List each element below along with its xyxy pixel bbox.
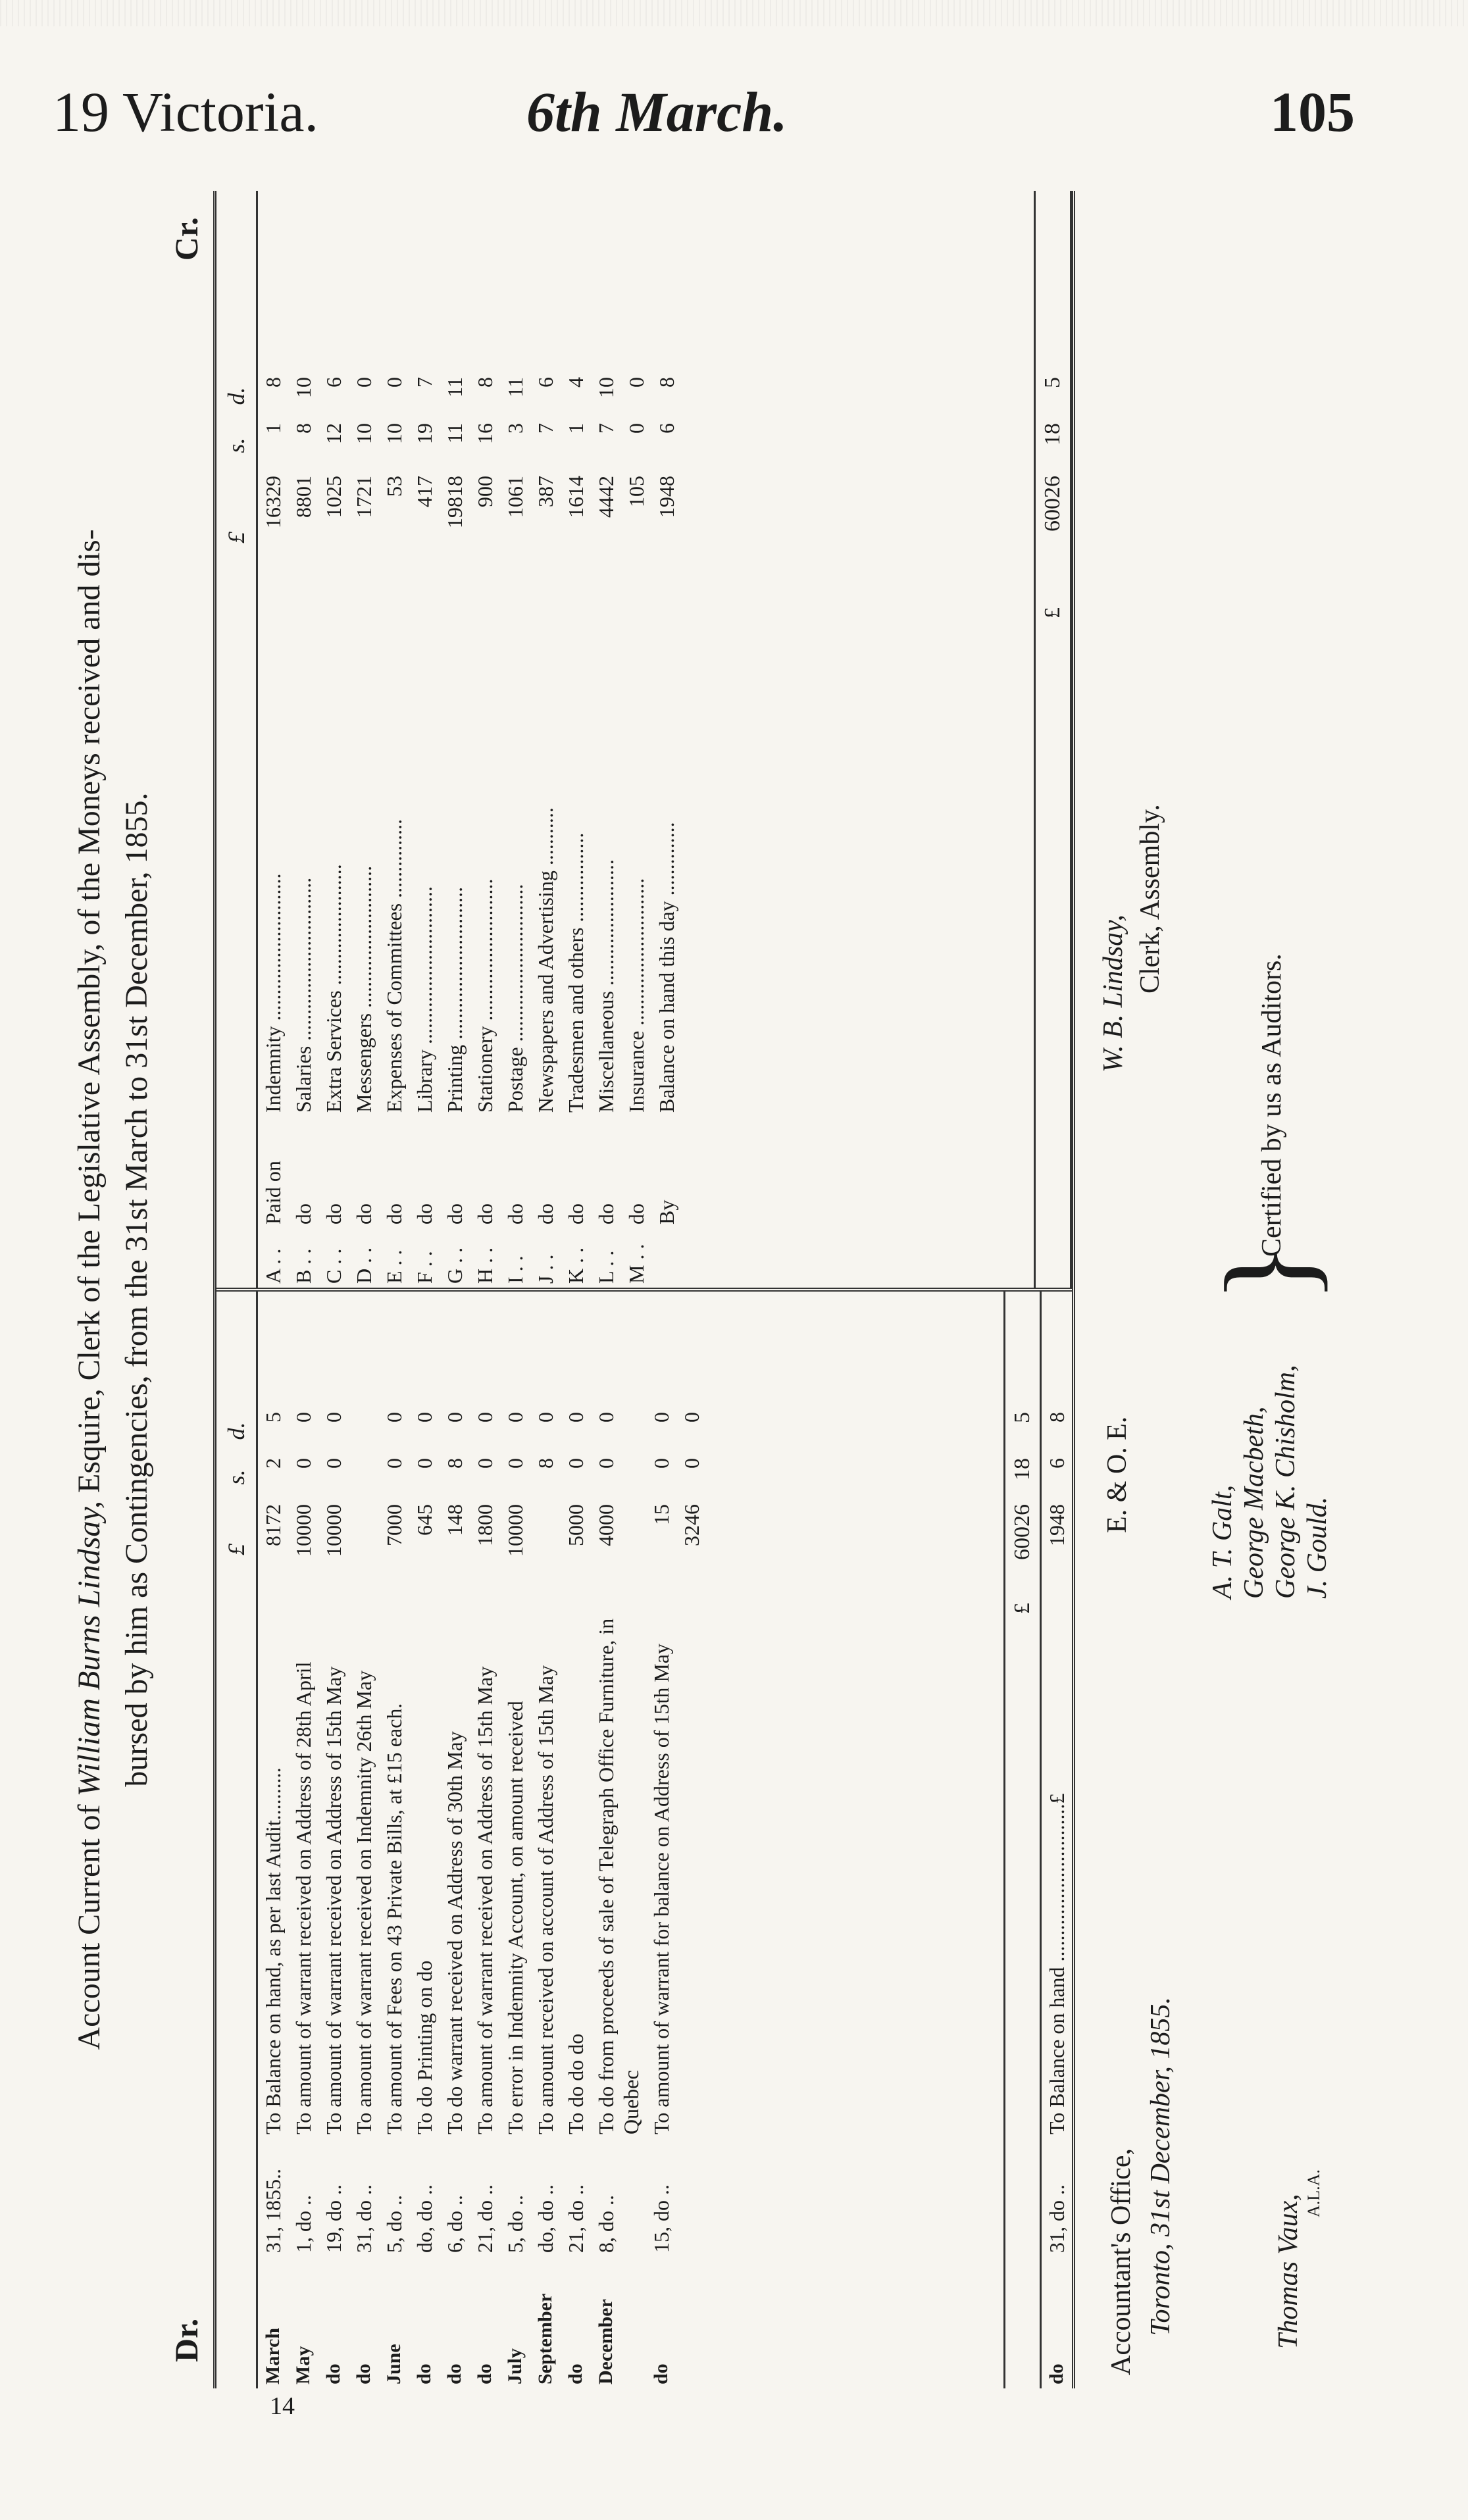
debit-date: 8, do .. <box>594 2195 618 2253</box>
errors-omissions-note: E. & O. E. <box>1102 1416 1132 1533</box>
debit-date: 19, do .. <box>322 2184 345 2253</box>
credit-row <box>561 191 591 1288</box>
accountant-office: Accountant's Office, Toronto, 31st December, 1855. <box>1106 1997 1176 2375</box>
credit-shillings: 10 <box>352 423 376 444</box>
auditor-names: A. T. Galt, George Macbeth, George K. Chisholm, J. Gould. <box>1207 1365 1332 1599</box>
debit-pence: 0 <box>322 1412 345 1423</box>
debit-shillings: 0 <box>382 1458 406 1469</box>
credit-prefix: do <box>534 1203 557 1224</box>
credit-voucher-letter: B . . <box>291 1248 315 1284</box>
debit-description: To do Printing on do <box>413 1960 436 2134</box>
credit-prefix: By <box>655 1199 678 1224</box>
debit-description: To do warrant received on Address of 30th May <box>443 1731 467 2134</box>
debit-pence: 0 <box>413 1412 436 1423</box>
credit-item: Insurance ............................ <box>624 878 648 1113</box>
debit-shillings: 0 <box>413 1458 436 1469</box>
credit-prefix: do <box>352 1203 376 1224</box>
debit-month: May <box>292 2346 314 2384</box>
credit-header: £ s. d. <box>216 191 258 1288</box>
debit-description: To Balance on hand, as per last Audit.......... <box>261 1767 285 2134</box>
dr-cr-labels <box>167 191 213 2388</box>
debit-pence: 0 <box>503 1412 527 1423</box>
debit-pounds: 3246 <box>680 1504 703 1546</box>
debit-month: do <box>413 2363 435 2384</box>
account-current-sheet <box>66 191 1369 2388</box>
debit-header: £ s. d. <box>216 1292 258 2388</box>
debit-total: £ 60026 18 5 <box>1003 1292 1042 2388</box>
credit-prefix: do <box>503 1203 527 1224</box>
debit-shillings: 0 <box>649 1458 673 1469</box>
footer <box>1075 191 1444 2388</box>
credit-item: Miscellaneous ........................ <box>594 859 618 1113</box>
credit-item: Stationery ........................... <box>473 878 497 1113</box>
debit-date: 5, do .. <box>503 2195 527 2253</box>
credit-voucher-letter: M . . <box>624 1244 648 1284</box>
credit-pence: 0 <box>352 377 376 388</box>
dr-label: Dr. <box>168 2318 205 2362</box>
debit-date: 6, do .. <box>443 2195 467 2253</box>
debit-date: 1, do .. <box>291 2195 315 2253</box>
debit-month: September <box>534 2293 556 2384</box>
ledger-table <box>213 191 1075 2388</box>
credit-rows <box>258 191 1034 1288</box>
credit-prefix: do <box>594 1203 618 1224</box>
credit-row <box>409 191 440 1288</box>
credit-voucher-letter: H . . <box>473 1247 497 1284</box>
debit-pounds: 148 <box>443 1504 467 1536</box>
credit-row <box>651 191 682 1288</box>
credit-pence: 10 <box>291 377 315 398</box>
debit-row <box>530 1292 561 2388</box>
accountant-signature: Thomas Vaux, A.L.A. <box>1273 2169 1323 2349</box>
credit-pounds: 417 <box>413 476 436 507</box>
credit-pence: 8 <box>655 377 678 388</box>
credit-voucher-letter: C . . <box>322 1248 345 1284</box>
debit-pounds: 10000 <box>503 1504 527 1557</box>
debit-row <box>591 1292 646 2388</box>
debit-description: To amount received on account of Address of 15th May <box>534 1665 557 2134</box>
debit-pence: 0 <box>594 1412 618 1423</box>
debit-pence: 0 <box>473 1412 497 1423</box>
debit-side <box>216 1288 1072 2388</box>
debit-description: To amount of Fees on 43 Private Bills, at £15 each. <box>382 1703 406 2134</box>
credit-pence: 8 <box>473 377 497 388</box>
credit-pounds: 1614 <box>564 476 588 518</box>
credit-pounds: 1061 <box>503 476 527 518</box>
credit-prefix: do <box>473 1203 497 1224</box>
debit-row <box>379 1292 409 2388</box>
credit-prefix: Paid on <box>261 1161 285 1224</box>
credit-pounds: 16329 <box>261 476 285 528</box>
debit-pence: 0 <box>564 1412 588 1423</box>
debit-shillings: 0 <box>291 1458 315 1469</box>
debit-month: June <box>383 2344 405 2384</box>
debit-shillings: 8 <box>534 1458 557 1469</box>
debit-row <box>500 1292 530 2388</box>
debit-pounds: 7000 <box>382 1504 406 1546</box>
credit-item: Balance on hand this day .............. <box>655 822 678 1113</box>
credit-pence: 10 <box>594 377 618 398</box>
credit-total: £ 60026 18 5 <box>1034 191 1072 1288</box>
debit-shillings: 0 <box>503 1458 527 1469</box>
credit-voucher-letter: D . . <box>352 1247 376 1284</box>
certification: Certified by us as Auditors. <box>1257 953 1287 1257</box>
debit-row <box>409 1292 440 2388</box>
debit-pounds: 1800 <box>473 1504 497 1546</box>
debit-rows <box>258 1292 1003 2388</box>
credit-shillings: 16 <box>473 423 497 444</box>
debit-date: 5, do .. <box>382 2195 406 2253</box>
credit-pounds: 1721 <box>352 476 376 518</box>
credit-shillings: 0 <box>624 423 648 434</box>
debit-month: do <box>322 2363 344 2384</box>
clerk-signature: W. B. Lindsay, Clerk, Assembly. <box>1098 804 1165 1072</box>
credit-pence: 6 <box>534 377 557 388</box>
brace-glyph: } <box>1200 1242 1338 1303</box>
running-head-date: 6th March. <box>526 80 788 143</box>
debit-month: do <box>353 2363 374 2384</box>
account-title: Account Current of William Burns Lindsay, Esquire, Clerk of the Legislative Assembly, of the Moneys received and dis- bursed by him as Contingencies, from the 31st March to 31st December, 1855. <box>72 529 154 2050</box>
debit-shillings: 2 <box>261 1458 285 1469</box>
running-head-left: 19 Victoria. <box>53 80 319 143</box>
credit-item: Newspapers and Advertising ........... <box>534 807 557 1113</box>
credit-item: Tradesmen and others ................. <box>564 832 588 1113</box>
debit-month: July <box>504 2348 526 2384</box>
debit-description: To do from proceeds of sale of Telegraph Office Furniture, in Quebec <box>594 1618 643 2134</box>
credit-item: Printing ............................. <box>443 886 467 1113</box>
debit-description: To do do do <box>564 2033 588 2134</box>
credit-prefix: do <box>291 1203 315 1224</box>
credit-pence: 6 <box>322 377 345 388</box>
credit-prefix: do <box>413 1203 436 1224</box>
credit-shillings: 11 <box>443 423 467 443</box>
credit-row <box>288 191 318 1288</box>
debit-pounds: 15 <box>649 1504 673 1525</box>
credit-item: Extra Services ....................... <box>322 864 345 1113</box>
credit-shillings: 1 <box>564 423 588 434</box>
debit-pence: 0 <box>382 1412 406 1423</box>
debit-date: 21, do .. <box>564 2184 588 2253</box>
credit-row <box>258 191 288 1288</box>
credit-voucher-letter: E . . <box>382 1249 406 1284</box>
debit-date: 15, do .. <box>649 2184 673 2253</box>
credit-prefix: do <box>382 1203 406 1224</box>
debit-balance-row: do 31, do .. To Balance on hand ..............................£ 1948 6 8 <box>1045 1412 1069 2384</box>
debit-description: To amount of warrant received on Indemnity 26th May <box>352 1670 376 2134</box>
credit-shillings: 10 <box>382 423 406 444</box>
debit-row <box>561 1292 591 2388</box>
debit-shillings: 8 <box>443 1458 467 1469</box>
credit-item: Postage .............................. <box>503 884 527 1113</box>
credit-item: Salaries ............................... <box>291 877 315 1113</box>
debit-month: do <box>474 2363 495 2384</box>
debit-pence: 5 <box>261 1412 285 1423</box>
debit-pounds: 10000 <box>291 1504 315 1557</box>
credit-pence: 11 <box>443 377 467 397</box>
debit-pence: 0 <box>680 1412 703 1423</box>
debit-row <box>288 1292 318 2388</box>
debit-month: do <box>443 2363 465 2384</box>
credit-pence: 8 <box>261 377 285 388</box>
page-number: 105 <box>1270 80 1355 143</box>
debit-description: To amount of warrant received on Address of 28th April <box>291 1661 315 2134</box>
credit-row <box>621 191 651 1288</box>
credit-item: Indemnity ............................ <box>261 873 285 1113</box>
debit-row <box>676 1292 707 2388</box>
debit-shillings: 0 <box>473 1458 497 1469</box>
credit-voucher-letter: I . . <box>503 1255 527 1284</box>
credit-pounds: 1948 <box>655 476 678 518</box>
credit-pence: 7 <box>413 377 436 388</box>
debit-row <box>318 1292 349 2388</box>
debit-pence: 0 <box>291 1412 315 1423</box>
debit-month: do <box>650 2363 672 2384</box>
credit-pounds: 8801 <box>291 476 315 518</box>
credit-pence: 4 <box>564 377 588 388</box>
debit-pounds: 8172 <box>261 1504 285 1546</box>
credit-voucher-letter: A . . <box>261 1248 285 1284</box>
credit-item: Expenses of Committees ............... <box>382 819 406 1113</box>
debit-row <box>349 1292 379 2388</box>
debit-pence: 0 <box>649 1412 673 1423</box>
credit-voucher-letter: L . . <box>594 1250 618 1284</box>
credit-pounds: 105 <box>624 476 648 507</box>
credit-prefix: do <box>443 1203 467 1224</box>
debit-date: 31, 1855.. <box>261 2169 285 2253</box>
debit-shillings: 0 <box>594 1458 618 1469</box>
debit-date: do, do .. <box>534 2184 557 2253</box>
credit-voucher-letter: K . . <box>564 1247 588 1284</box>
credit-row <box>379 191 409 1288</box>
credit-pounds: 4442 <box>594 476 618 518</box>
credit-side <box>216 191 1072 1288</box>
credit-shillings: 19 <box>413 423 436 444</box>
debit-shillings: 0 <box>680 1458 703 1469</box>
credit-voucher-letter: J . . <box>534 1254 557 1284</box>
debit-date: do, do .. <box>413 2184 436 2253</box>
credit-shillings: 6 <box>655 423 678 434</box>
credit-prefix: do <box>322 1203 345 1224</box>
credit-pounds: 19818 <box>443 476 467 528</box>
folio-number: 14 <box>270 2392 295 2420</box>
debit-date: 21, do .. <box>473 2184 497 2253</box>
credit-item: Library .............................. <box>413 886 436 1113</box>
credit-pounds: 387 <box>534 476 557 507</box>
debit-pence: 0 <box>534 1412 557 1423</box>
debit-description: To amount of warrant for balance on Address of 15th May <box>649 1644 673 2134</box>
scan-noise <box>0 0 1468 26</box>
debit-pounds: 4000 <box>594 1504 618 1546</box>
credit-pence: 0 <box>624 377 648 388</box>
credit-row <box>440 191 470 1288</box>
credit-row <box>530 191 561 1288</box>
debit-row <box>470 1292 500 2388</box>
debit-month: do <box>565 2363 586 2384</box>
debit-pounds: 645 <box>413 1504 436 1536</box>
debit-pounds: 10000 <box>322 1504 345 1557</box>
credit-voucher-letter: G . . <box>443 1247 467 1284</box>
credit-shillings: 1 <box>261 423 285 434</box>
cr-label: Cr. <box>168 217 205 261</box>
credit-voucher-letter: F . . <box>413 1251 436 1284</box>
debit-row <box>646 1292 676 2388</box>
debit-description: To amount of warrant received on Address of 15th May <box>473 1666 497 2134</box>
debit-pounds: 5000 <box>564 1504 588 1546</box>
credit-pence: 0 <box>382 377 406 388</box>
credit-shillings: 8 <box>291 423 315 434</box>
credit-row <box>349 191 379 1288</box>
credit-item: Messengers ........................... <box>352 865 376 1113</box>
debit-date: 31, do .. <box>352 2184 376 2253</box>
debit-shillings: 0 <box>322 1458 345 1469</box>
debit-pence: 0 <box>443 1412 467 1423</box>
credit-row <box>318 191 349 1288</box>
credit-row <box>591 191 621 1288</box>
credit-pounds: 1025 <box>322 476 345 518</box>
debit-description: To error in Indemnity Account, on amount received <box>503 1701 527 2134</box>
credit-row <box>500 191 530 1288</box>
credit-row <box>470 191 500 1288</box>
debit-shillings: 0 <box>564 1458 588 1469</box>
debit-month: March <box>262 2327 284 2384</box>
debit-row <box>440 1292 470 2388</box>
credit-prefix: do <box>624 1203 648 1224</box>
credit-pounds: 53 <box>382 476 406 497</box>
credit-shillings: 7 <box>534 423 557 434</box>
debit-row <box>258 1292 288 2388</box>
credit-shillings: 12 <box>322 423 345 444</box>
debit-month: December <box>595 2299 617 2384</box>
credit-shillings: 3 <box>503 423 527 434</box>
credit-prefix: do <box>564 1203 588 1224</box>
credit-shillings: 7 <box>594 423 618 434</box>
debit-description: To amount of warrant received on Address of 15th May <box>322 1666 345 2134</box>
credit-pence: 11 <box>503 377 527 397</box>
credit-pounds: 900 <box>473 476 497 507</box>
